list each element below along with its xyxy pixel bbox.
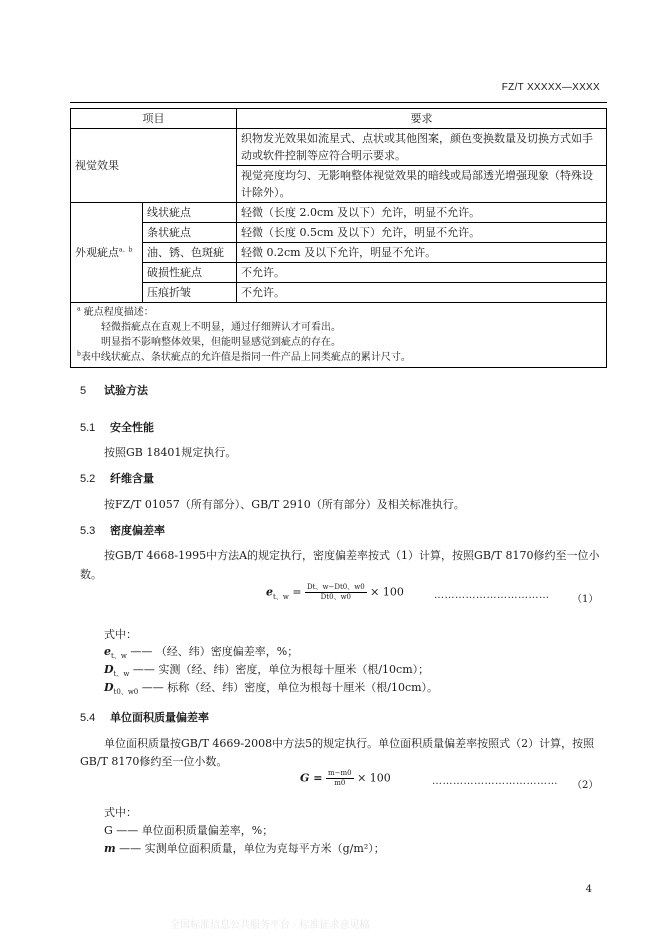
table-row bbox=[71, 223, 607, 243]
formula-2: G = $\frac{m-m0}{m0}$ × 100 bbox=[300, 769, 391, 787]
formula-1-number: （1） bbox=[572, 594, 599, 605]
table-row bbox=[71, 203, 607, 223]
where-label-1: 式中： bbox=[104, 628, 137, 641]
defect-req: 轻微 0.2cm 及以下允许，明显不允许。 bbox=[237, 243, 607, 263]
defect-req: 不允许。 bbox=[237, 263, 607, 283]
definition-4: G —— 单位面积质量偏差率，%； bbox=[104, 824, 274, 837]
definition-2: $D_{t、w}$ —— 实测（经、纬）密度，单位为根每十厘米（根/10cm）； bbox=[104, 663, 430, 678]
section-5-1-text: 按照GB 18401规定执行。 bbox=[104, 446, 237, 459]
defect-name: 压痕折皱 bbox=[143, 283, 237, 303]
where-label-2: 式中： bbox=[104, 806, 137, 819]
table-row bbox=[71, 263, 607, 283]
formula-2-fraction: $\frac{m-m0}{m0}$ bbox=[327, 769, 352, 787]
formula-2-number: （2） bbox=[572, 780, 599, 791]
visual-req-1: 织物发光效果如流星式、点状或其他图案，颜色变换数量及切换方式如手动或软件控制等应符合明示要求。 bbox=[237, 129, 607, 166]
section-5-4-heading: 5.4 单位面积质量偏差率 bbox=[80, 712, 209, 724]
section-5-2-heading: 5.2 纤维含量 bbox=[80, 473, 154, 485]
table-row bbox=[71, 243, 607, 263]
section-5-3-heading: 5.3 密度偏差率 bbox=[80, 525, 165, 537]
definition-1: $e_{t、w}$ —— （经、纬）密度偏差率，%； bbox=[104, 645, 299, 660]
note-a-line1: 轻微指疵点在直观上不明显，通过仔细辨认才可看出。 bbox=[101, 322, 341, 333]
table-notes-row bbox=[71, 303, 607, 368]
section-5-4-text: 单位面积质量按GB/T 4669-2008中方法5的规定执行。单位面积质量偏差率按照式（2）计算，按照 bbox=[104, 737, 595, 750]
formula-1: $e_{t、w}$ = $\frac{Dt、w-Dt0、w0}{Dt0、w0}$ × 100 bbox=[266, 583, 404, 601]
col-header-requirement: 要求 bbox=[237, 109, 607, 129]
formula-1-fraction: $\frac{Dt、w-Dt0、w0}{Dt0、w0}$ bbox=[307, 583, 365, 601]
col-header-item: 项目 bbox=[71, 109, 237, 129]
table-row bbox=[71, 129, 607, 166]
defect-req: 轻微（长度 2.0cm 及以下）允许，明显不允许。 bbox=[237, 203, 607, 223]
formula-2-leader: ……………………………… bbox=[432, 776, 558, 787]
section-5-2-text: 按FZ/T 01057（所有部分）、GB/T 2910（所有部分）及相关标准执行。 bbox=[104, 498, 465, 511]
defect-name: 条状疵点 bbox=[143, 223, 237, 243]
table-notes bbox=[71, 303, 607, 368]
table-header-row bbox=[71, 109, 607, 129]
watermark-text: 全国标准信息公共服务平台 · 标准征求意见稿 bbox=[170, 920, 370, 931]
formula-1-leader: …………………………… bbox=[434, 590, 550, 601]
section-5-4-text-cont: GB/T 8170修约至一位小数。 bbox=[80, 755, 228, 768]
note-a-title: $^a$ 疵点程度描述： bbox=[77, 305, 154, 318]
section-5-3-text: 按GB/T 4668-1995中方法A的规定执行，密度偏差率按式（1）计算，按照GB/T 8170修约至一位小 bbox=[104, 549, 600, 562]
definition-3: $D_{t0、w0}$ —— 标称（经、纬）密度，单位为根每十厘米（根/10cm）。 bbox=[104, 681, 439, 696]
note-b: $^b$表中线状疵点、条状疵点的允许值是指同一件产品上同类疵点的累计尺寸。 bbox=[77, 350, 411, 363]
section-5-3-text-cont: 数。 bbox=[80, 568, 102, 581]
page-number: 4 bbox=[585, 884, 592, 895]
section-5-heading: 5 试验方法 bbox=[80, 385, 148, 397]
defect-req: 轻微（长度 0.5cm 及以下）允许，明显不允许。 bbox=[237, 223, 607, 243]
appearance-defect-label: 外观疵点$^{a、b}$ bbox=[71, 203, 143, 303]
definition-5: m —— 实测单位面积质量，单位为克每平方米（g/m²）； bbox=[104, 842, 385, 855]
defect-name: 油、锈、色斑疵 bbox=[143, 243, 237, 263]
visual-effect-label: 视觉效果 bbox=[71, 129, 237, 203]
defect-req: 不允许。 bbox=[237, 283, 607, 303]
defect-name: 线状疵点 bbox=[143, 203, 237, 223]
defect-name: 破损性疵点 bbox=[143, 263, 237, 283]
header-rule bbox=[70, 102, 607, 103]
table-row bbox=[71, 283, 607, 303]
section-5-1-heading: 5.1 安全性能 bbox=[80, 422, 154, 434]
visual-req-2: 视觉亮度均匀、无影响整体视觉效果的暗线或局部透光增强现象（特殊设计除外）。 bbox=[237, 166, 607, 203]
standard-code: FZ/T XXXXX—XXXX bbox=[501, 82, 600, 93]
requirements-table bbox=[70, 108, 607, 368]
note-a-line2: 明显指不影响整体效果，但能明显感觉到疵点的存在。 bbox=[101, 337, 341, 348]
